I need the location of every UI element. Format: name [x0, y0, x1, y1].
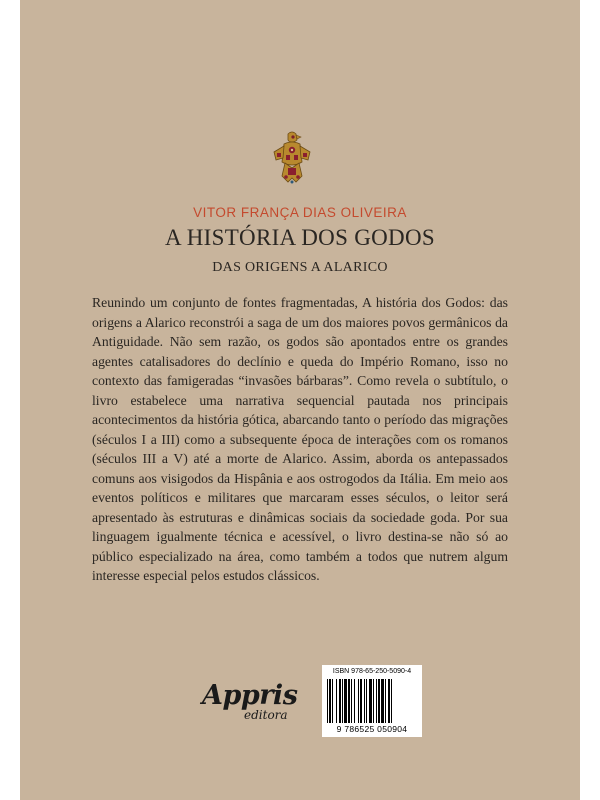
author-name: VITOR FRANÇA DIAS OLIVEIRA	[193, 205, 407, 220]
synopsis-text: Reunindo um conjunto de fontes fragmentadas, A história dos Godos: das origens a Alarico reconstrói a saga de um dos maiores povos germânicos da Antiguidade. Não sem razão, os godos são apontados entre os grandes agentes catalisadores do declínio e queda do Império Romano, isso no contexto das famigeradas “invasões bárbaras”. Como revela o subtítulo, o livro estabelece uma narrativa sequencial pautada nos principais acontecimentos da história gótica, abarcando tanto o período das migrações (séculos I a III) como a subsequente época de interações com os romanos (séculos III a V) até a morte de Alarico. Assim, aborda os antepassados comuns aos visigodos da Hispânia e aos ostrogodos da Itália. Em meio aos eventos políticos e militares que marcaram esses séculos, o leitor será apresentado às estruturas e dinâmicas sociais da sociedade goda. Por sua linguagem igualmente técnica e acessível, o livro destina-se não só ao público especializado na área, como também a todos que nutrem algum interesse especial pelos estudos clássicos.	[92, 295, 508, 583]
isbn-label: ISBN 978-65-250-5090-4	[332, 668, 412, 675]
isbn-digits: 9 786525 050904	[336, 724, 408, 734]
book-title: A HISTÓRIA DOS GODOS	[165, 225, 435, 250]
eagle-fibula-icon	[266, 130, 316, 190]
isbn-barcode-box	[322, 665, 422, 737]
publisher-logo	[196, 680, 306, 730]
publisher-name: Appris	[202, 680, 298, 711]
book-subtitle: DAS ORIGENS A ALARICO	[212, 260, 388, 275]
publisher-sub: editora	[244, 708, 288, 722]
barcode-icon	[327, 679, 417, 723]
